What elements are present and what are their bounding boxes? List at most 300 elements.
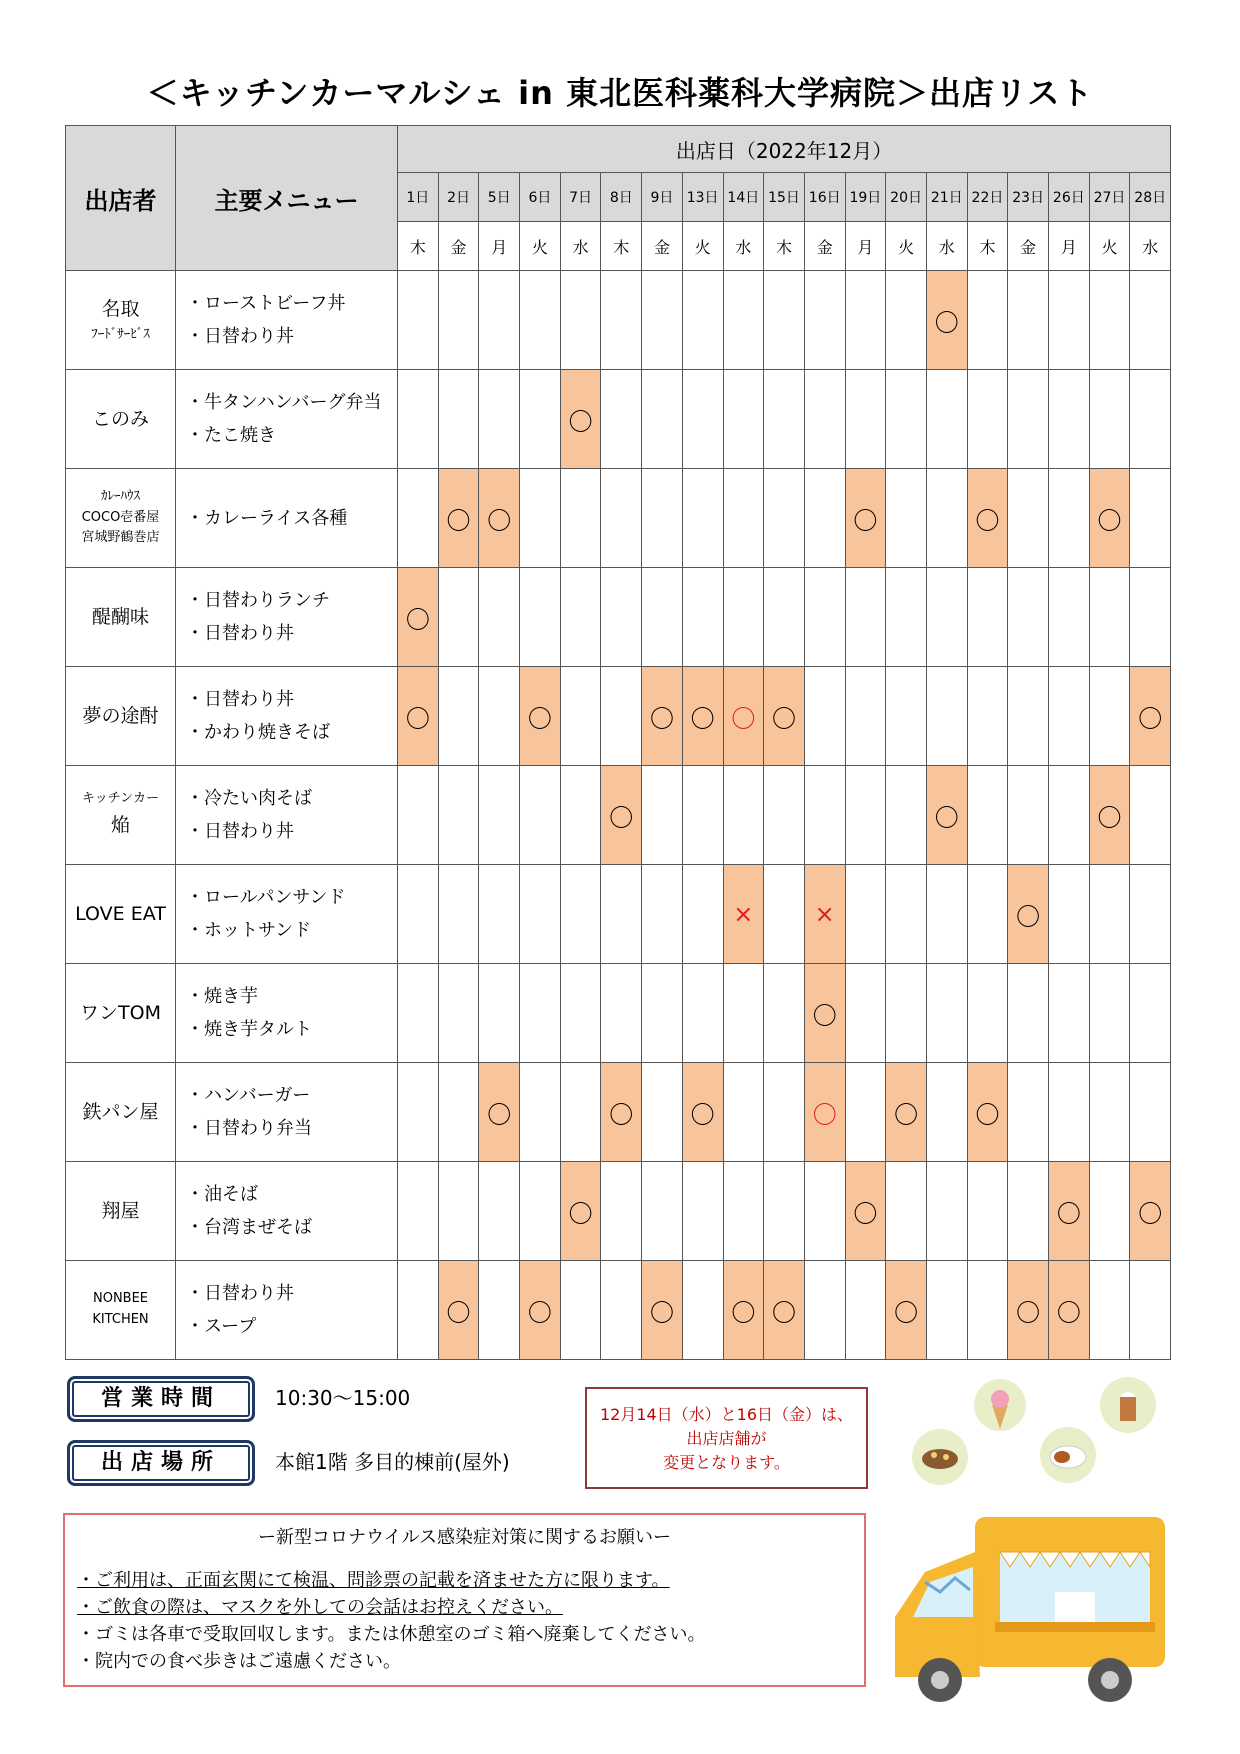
schedule-cell: [1130, 1162, 1171, 1261]
schedule-cell: [1089, 469, 1130, 568]
open-mark: 〇: [405, 704, 430, 733]
schedule-cell: [438, 667, 479, 766]
menu-cell: [176, 865, 398, 964]
schedule-cell: [723, 964, 764, 1063]
schedule-cell: [1008, 469, 1049, 568]
vendor-name: NONBEE: [92, 1291, 149, 1307]
schedule-cell: [764, 469, 805, 568]
schedule-cell: [398, 271, 439, 370]
schedule-cell: [479, 271, 520, 370]
open-mark: 〇: [1056, 1199, 1081, 1228]
curry-icon: [1040, 1427, 1096, 1483]
schedule-cell: [1008, 568, 1049, 667]
schedule-cell: [682, 865, 723, 964]
weekday-header: 金: [438, 222, 479, 271]
schedule-cell: [886, 865, 927, 964]
schedule-cell: [967, 469, 1008, 568]
schedule-cell: [682, 469, 723, 568]
schedule-cell: [479, 568, 520, 667]
open-mark: 〇: [405, 605, 430, 634]
schedule-cell: [804, 964, 845, 1063]
notice-line: 変更となります。: [663, 1453, 790, 1472]
schedule-cell: [845, 1162, 886, 1261]
schedule-cell: [764, 1063, 805, 1162]
schedule-cell: [560, 568, 601, 667]
open-mark: 〇: [975, 1100, 1000, 1129]
menu-item: ・冷たい肉そば: [186, 788, 312, 809]
schedule-cell: [560, 271, 601, 370]
schedule-cell: [926, 964, 967, 1063]
vendor-name: 宮城野鶴巻店: [81, 530, 160, 546]
schedule-cell: [398, 370, 439, 469]
table-row: [66, 964, 1171, 1063]
menu-item: ・カレーライス各種: [186, 507, 348, 529]
schedule-cell: [886, 370, 927, 469]
schedule-cell: [1008, 1261, 1049, 1360]
table-row: [66, 271, 1171, 370]
schedule-cell: [886, 271, 927, 370]
schedule-cell: [1049, 568, 1090, 667]
weekday-header: 金: [642, 222, 683, 271]
day-header: 27日: [1089, 173, 1130, 222]
weekday-header: 金: [1008, 222, 1049, 271]
schedule-cell: [398, 1063, 439, 1162]
weekday-header: 水: [1130, 222, 1171, 271]
open-mark: 〇: [853, 506, 878, 535]
schedule-cell: [1049, 1261, 1090, 1360]
schedule-cell: [398, 568, 439, 667]
table-row: [66, 469, 1171, 568]
schedule-cell: [520, 370, 561, 469]
vendor-name: 醍醐味: [91, 605, 149, 628]
schedule-cell: [804, 1063, 845, 1162]
day-header: 14日: [723, 173, 764, 222]
schedule-cell: [845, 370, 886, 469]
covid-rules: [77, 1567, 864, 1675]
day-header: 9日: [642, 173, 683, 222]
schedule-cell: [520, 865, 561, 964]
schedule-cell: [967, 865, 1008, 964]
day-header: 1日: [398, 173, 439, 222]
open-mark: 〇: [527, 1298, 552, 1327]
open-mark: 〇: [1097, 506, 1122, 535]
schedule-cell: [926, 1063, 967, 1162]
schedule-cell: [723, 568, 764, 667]
page-title: ＜キッチンカーマルシェ in 東北医科薬科大学病院＞出店リスト: [146, 74, 1094, 112]
schedule-cell: [1089, 667, 1130, 766]
vendor-name: 名取: [101, 298, 140, 321]
schedule-cell: [398, 766, 439, 865]
vendor-name: このみ: [91, 407, 149, 430]
schedule-cell: [438, 1063, 479, 1162]
schedule-cell: [398, 469, 439, 568]
schedule-cell: [1008, 766, 1049, 865]
schedule-cell: [1008, 667, 1049, 766]
schedule-cell: [723, 766, 764, 865]
table-row: [66, 1063, 1171, 1162]
schedule-cell: [1049, 271, 1090, 370]
schedule-cell: [1089, 865, 1130, 964]
open-mark: 〇: [487, 506, 512, 535]
open-mark: 〇: [690, 1100, 715, 1129]
vendor-name: COCO壱番屋: [81, 509, 160, 525]
schedule-cell: [1049, 370, 1090, 469]
open-mark: 〇: [1138, 704, 1163, 733]
schedule-cell: [1130, 865, 1171, 964]
table-row: [66, 766, 1171, 865]
schedule-cell: [723, 667, 764, 766]
schedule-cell: [642, 469, 683, 568]
schedule-cell: [642, 667, 683, 766]
schedule-cell: [520, 1063, 561, 1162]
open-mark: 〇: [568, 407, 593, 436]
schedule-cell: [682, 568, 723, 667]
open-mark: 〇: [1138, 1199, 1163, 1228]
schedule-cell: [845, 667, 886, 766]
weekday-header: 木: [967, 222, 1008, 271]
weekday-header: 木: [398, 222, 439, 271]
schedule-cell: [479, 964, 520, 1063]
menu-cell: [176, 1063, 398, 1162]
menu-item: ・ローストビーフ丼: [186, 293, 346, 314]
schedule-cell: [886, 1063, 927, 1162]
schedule-cell: [398, 865, 439, 964]
open-mark: 〇: [446, 1298, 471, 1327]
open-mark: 〇: [934, 308, 959, 337]
schedule-cell: [1049, 1063, 1090, 1162]
schedule-cell: [764, 865, 805, 964]
schedule-cell: [845, 1261, 886, 1360]
schedule-cell: [520, 766, 561, 865]
vendor-name: 翔屋: [101, 1199, 140, 1222]
menu-item: ・日替わり丼: [186, 689, 294, 710]
schedule-cell: [804, 370, 845, 469]
weekday-header: 水: [560, 222, 601, 271]
schedule-cell: [764, 271, 805, 370]
schedule-cell: [520, 1162, 561, 1261]
schedule-cell: [601, 1261, 642, 1360]
schedule-cell: [398, 667, 439, 766]
open-mark: 〇: [812, 1100, 837, 1129]
covid-heading: ー新型コロナウイルス感染症対策に関するお願いー: [258, 1527, 671, 1548]
takoyaki-icon: [912, 1429, 968, 1485]
schedule-cell: [845, 766, 886, 865]
location-value: 本館1階 多目的棟前(屋外): [275, 1450, 510, 1474]
schedule-cell: [723, 1261, 764, 1360]
vendor-name-cell: [66, 1063, 176, 1162]
table-row: [66, 865, 1171, 964]
day-header: 22日: [967, 173, 1008, 222]
schedule-cell: [682, 1063, 723, 1162]
schedule-cell: [642, 964, 683, 1063]
table-row: [66, 1162, 1171, 1261]
menu-cell: [176, 667, 398, 766]
schedule-cell: [560, 1162, 601, 1261]
schedule-cell: [1008, 271, 1049, 370]
schedule-cell: [1089, 370, 1130, 469]
schedule-cell: [1008, 1162, 1049, 1261]
schedule-cell: [764, 1162, 805, 1261]
schedule-cell: [1130, 370, 1171, 469]
weekday-header: 月: [479, 222, 520, 271]
menu-item: ・日替わり丼: [186, 623, 294, 644]
schedule-cell: [560, 469, 601, 568]
schedule-cell: [1008, 865, 1049, 964]
schedule-cell: [845, 469, 886, 568]
menu-item: ・ロールパンサンド: [186, 887, 346, 908]
vendor-name-cell: [66, 1261, 176, 1360]
menu-item: ・焼き芋: [186, 986, 258, 1007]
schedule-cell: [804, 1261, 845, 1360]
table-row: [66, 370, 1171, 469]
day-header: 20日: [886, 173, 927, 222]
menu-item: ・日替わりランチ: [186, 590, 330, 611]
vendor-name: ｶﾚｰﾊｳｽ: [101, 488, 140, 504]
schedule-cell: [560, 1261, 601, 1360]
schedule-cell: [886, 667, 927, 766]
schedule-cell: [438, 1261, 479, 1360]
schedule-cell: [479, 766, 520, 865]
schedule-cell: [438, 766, 479, 865]
schedule-cell: [1049, 865, 1090, 964]
schedule-cell: [642, 370, 683, 469]
schedule-cell: [601, 469, 642, 568]
schedule-cell: [438, 1162, 479, 1261]
schedule-cell: [967, 766, 1008, 865]
weekday-header: 火: [682, 222, 723, 271]
open-mark: 〇: [446, 506, 471, 535]
weekday-header: 火: [520, 222, 561, 271]
schedule-cell: [1089, 1162, 1130, 1261]
schedule-cell: [1130, 568, 1171, 667]
menu-item: ・台湾まぜそば: [186, 1217, 312, 1238]
schedule-cell: [845, 865, 886, 964]
schedule-cell: [560, 1063, 601, 1162]
table-row: [66, 667, 1171, 766]
schedule-cell: [926, 667, 967, 766]
schedule-cell: [723, 1063, 764, 1162]
schedule-cell: [438, 271, 479, 370]
open-mark: 〇: [772, 1298, 797, 1327]
schedule-cell: [1130, 766, 1171, 865]
schedule-cell: [886, 766, 927, 865]
cancel-mark: ×: [814, 900, 835, 928]
menu-item: ・日替わり丼: [186, 821, 294, 842]
open-mark: 〇: [609, 1100, 634, 1129]
day-header: 8日: [601, 173, 642, 222]
schedule-cell: [642, 271, 683, 370]
crepe-icon: [974, 1379, 1026, 1431]
menu-item: ・油そば: [186, 1184, 258, 1205]
schedule-cell: [560, 370, 601, 469]
menu-item: ・たこ焼き: [186, 425, 276, 446]
schedule-cell: [886, 964, 927, 1063]
vendor-name: ワンTOM: [80, 1001, 161, 1024]
schedule-cell: [642, 865, 683, 964]
schedule-cell: [642, 1261, 683, 1360]
schedule-cell: [479, 667, 520, 766]
schedule-cell: [764, 370, 805, 469]
schedule-cell: [601, 1063, 642, 1162]
menu-item: ・ホットサンド: [186, 920, 312, 941]
schedule-cell: [682, 1261, 723, 1360]
schedule-cell: [601, 766, 642, 865]
schedule-cell: [398, 964, 439, 1063]
schedule-cell: [682, 766, 723, 865]
day-header: 15日: [764, 173, 805, 222]
open-mark: 〇: [975, 506, 1000, 535]
schedule-cell: [479, 1063, 520, 1162]
schedule-cell: [723, 370, 764, 469]
day-header: 28日: [1130, 173, 1171, 222]
schedule-cell: [967, 964, 1008, 1063]
vendor-name: KITCHEN: [92, 1312, 149, 1327]
weekday-header: 水: [723, 222, 764, 271]
schedule-cell: [804, 469, 845, 568]
menu-cell: [176, 271, 398, 370]
vendor-name-cell: [66, 271, 176, 370]
open-mark: 〇: [894, 1298, 919, 1327]
schedule-cell: [520, 568, 561, 667]
schedule-cell: [967, 1063, 1008, 1162]
vendor-name-cell: [66, 568, 176, 667]
schedule-cell: [845, 568, 886, 667]
schedule-cell: [926, 568, 967, 667]
schedule-cell: [438, 865, 479, 964]
weekday-header: 月: [1049, 222, 1090, 271]
open-mark: 〇: [649, 704, 674, 733]
schedule-cell: [1008, 1063, 1049, 1162]
schedule-cell: [886, 469, 927, 568]
day-header: 16日: [804, 173, 845, 222]
schedule-cell: [601, 271, 642, 370]
schedule-cell: [804, 1162, 845, 1261]
open-mark: 〇: [1016, 902, 1041, 931]
header-menu: 主要メニュー: [176, 126, 398, 271]
schedule-cell: [438, 469, 479, 568]
open-mark: 〇: [812, 1001, 837, 1030]
menu-item: ・日替わり弁当: [186, 1118, 312, 1139]
schedule-cell: [845, 271, 886, 370]
schedule-cell: [967, 568, 1008, 667]
day-header: 21日: [926, 173, 967, 222]
schedule-cell: [804, 271, 845, 370]
hours-value: 10:30～15:00: [275, 1386, 411, 1410]
vendor-name: LOVE EAT: [75, 902, 166, 925]
schedule-cell: [926, 865, 967, 964]
day-header: 7日: [560, 173, 601, 222]
open-mark: 〇: [609, 803, 634, 832]
schedule-cell: [438, 964, 479, 1063]
schedule-cell: [967, 271, 1008, 370]
schedule-table: [65, 125, 1171, 1360]
schedule-cell: [601, 568, 642, 667]
schedule-cell: [560, 865, 601, 964]
schedule-cell: [642, 766, 683, 865]
schedule-cell: [520, 1261, 561, 1360]
drink-icon: [1100, 1377, 1156, 1433]
vendor-name-cell: [66, 667, 176, 766]
schedule-cell: [926, 1162, 967, 1261]
schedule-cell: [601, 865, 642, 964]
covid-rule: ・院内での食べ歩きはご遠慮ください。: [77, 1651, 401, 1672]
schedule-cell: [1089, 271, 1130, 370]
schedule-cell: [967, 1162, 1008, 1261]
menu-item: ・日替わり丼: [186, 1283, 294, 1304]
schedule-cell: [520, 271, 561, 370]
open-mark: 〇: [1016, 1298, 1041, 1327]
open-mark: 〇: [894, 1100, 919, 1129]
schedule-cell: [479, 1261, 520, 1360]
schedule-cell: [926, 1261, 967, 1360]
weekday-header: 金: [804, 222, 845, 271]
menu-item: ・かわり焼きそば: [186, 722, 330, 743]
schedule-cell: [601, 1162, 642, 1261]
vendor-name-cell: [66, 469, 176, 568]
schedule-cell: [1089, 568, 1130, 667]
vendor-name-cell: [66, 370, 176, 469]
schedule-cell: [926, 271, 967, 370]
open-mark: 〇: [934, 803, 959, 832]
weekday-header: 木: [764, 222, 805, 271]
open-mark: 〇: [568, 1199, 593, 1228]
menu-cell: [176, 1261, 398, 1360]
vendor-name: キッチンカー: [81, 791, 160, 807]
weekday-header: 水: [926, 222, 967, 271]
schedule-cell: [764, 568, 805, 667]
hours-label: 営業時間: [67, 1376, 255, 1422]
open-mark: 〇: [487, 1100, 512, 1129]
schedule-cell: [479, 370, 520, 469]
schedule-cell: [560, 766, 601, 865]
day-header: 5日: [479, 173, 520, 222]
schedule-cell: [479, 865, 520, 964]
schedule-cell: [1049, 964, 1090, 1063]
schedule-cell: [479, 469, 520, 568]
schedule-cell: [601, 667, 642, 766]
schedule-cell: [804, 568, 845, 667]
schedule-cell: [398, 1261, 439, 1360]
schedule-cell: [682, 370, 723, 469]
food-truck-illustration: [885, 1512, 1185, 1712]
schedule-cell: [967, 370, 1008, 469]
schedule-cell: [1008, 964, 1049, 1063]
schedule-cell: [1089, 1261, 1130, 1360]
covid-notice-box: [63, 1513, 866, 1687]
day-header: 13日: [682, 173, 723, 222]
schedule-cell: [845, 1063, 886, 1162]
schedule-cell: [764, 667, 805, 766]
schedule-cell: [1049, 469, 1090, 568]
schedule-cell: [804, 667, 845, 766]
vendor-name-cell: [66, 964, 176, 1063]
weekday-header: 火: [886, 222, 927, 271]
schedule-cell: [1049, 766, 1090, 865]
schedule-cell: [398, 1162, 439, 1261]
table-row: [66, 568, 1171, 667]
notice-line: 12月14日（水）と16日（金）は、: [599, 1405, 854, 1424]
weekday-header: 月: [845, 222, 886, 271]
day-header: 26日: [1049, 173, 1090, 222]
schedule-cell: [804, 865, 845, 964]
menu-item: ・牛タンハンバーグ弁当: [186, 392, 382, 413]
schedule-cell: [804, 766, 845, 865]
schedule-cell: [1130, 1261, 1171, 1360]
menu-cell: [176, 469, 398, 568]
schedule-cell: [926, 766, 967, 865]
schedule-cell: [642, 1162, 683, 1261]
schedule-cell: [723, 1162, 764, 1261]
